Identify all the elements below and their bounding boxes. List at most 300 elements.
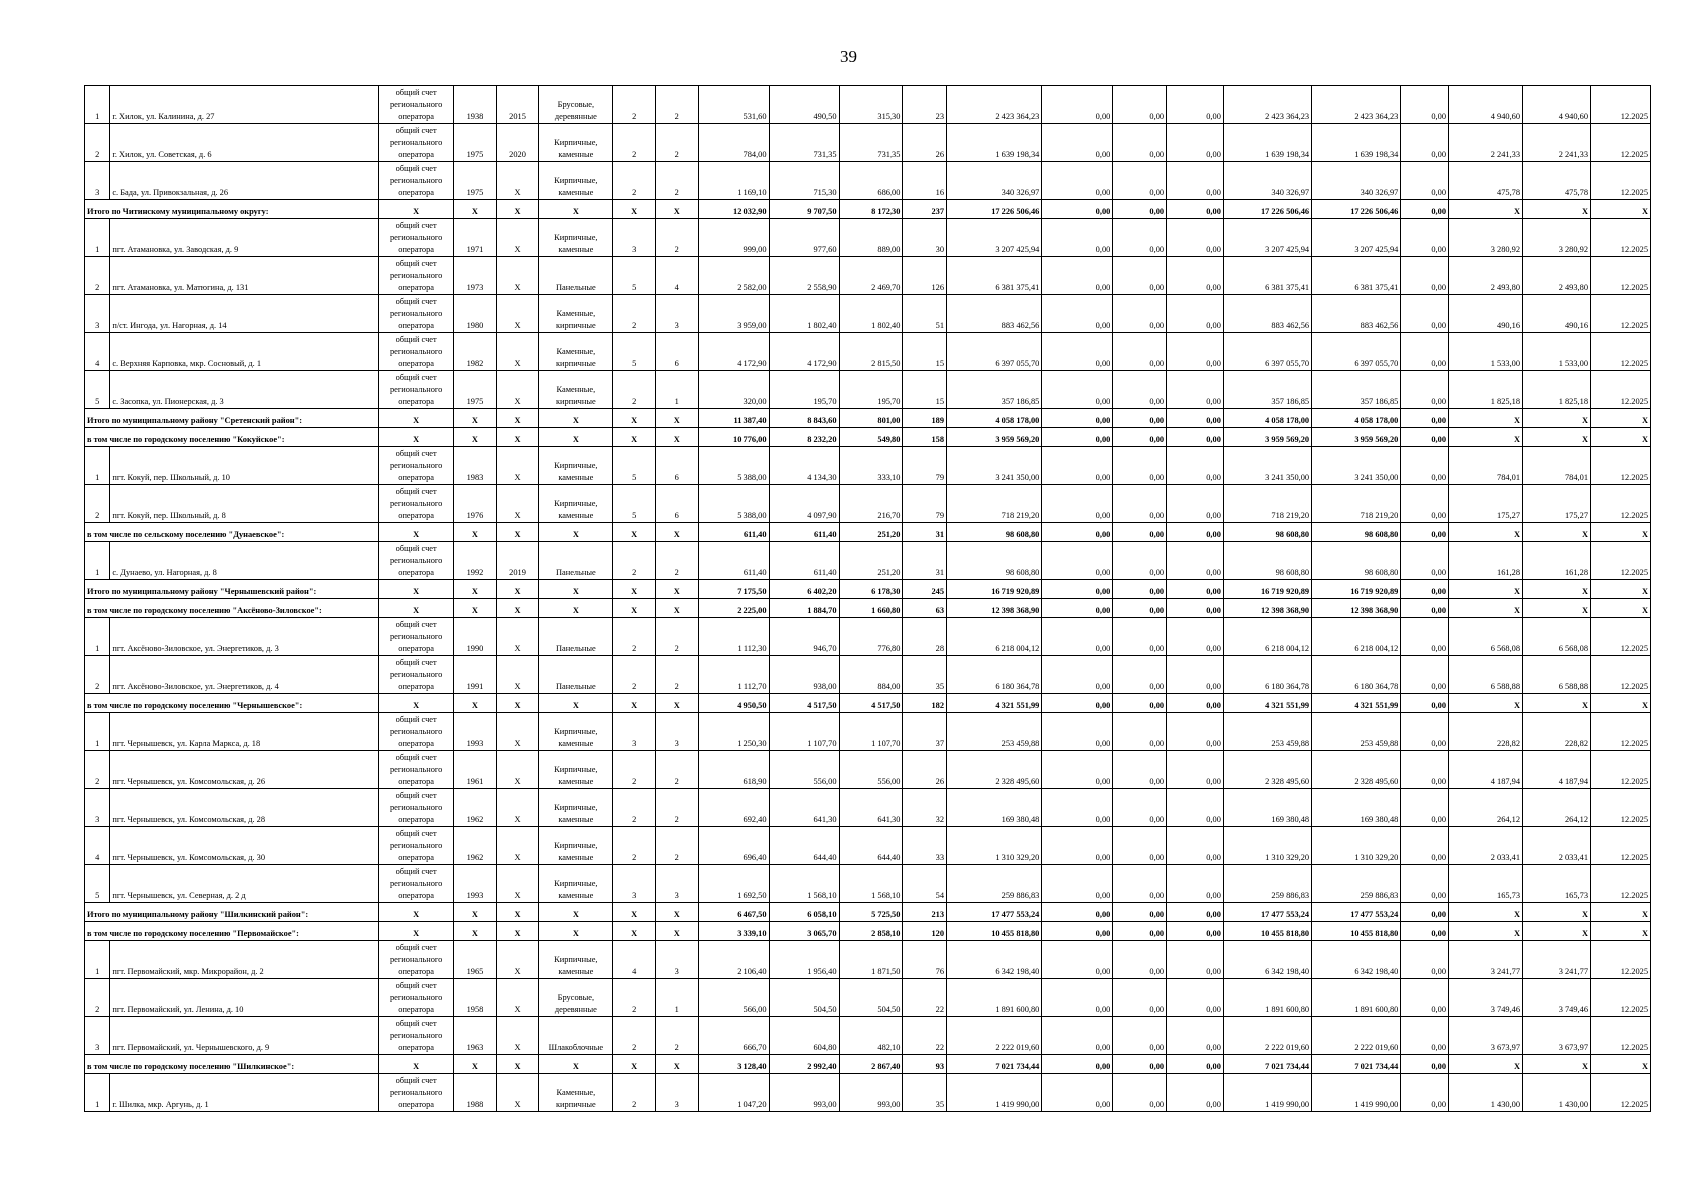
- cell-total-area: 2 582,00: [698, 257, 769, 295]
- cell-max-unit-cost: 490,16: [1523, 295, 1591, 333]
- cell-premises-area: 4 134,30: [769, 447, 839, 485]
- cell-deadline: 12.2025: [1591, 257, 1651, 295]
- cell-deadline: X: [1591, 523, 1651, 542]
- cell-group-name: в том числе по городскому поселению "Чернышевское":: [85, 694, 379, 713]
- cell-owner-funds: 6 397 055,70: [1223, 333, 1311, 371]
- building-row: [85, 485, 1651, 523]
- cell-local-funds: 0,00: [1167, 979, 1224, 1017]
- cell-unit-cost: X: [1449, 409, 1523, 428]
- cell-other-funds: 0,00: [1401, 428, 1449, 447]
- cell-regional-funds: 0,00: [1113, 124, 1167, 162]
- cell-unit-cost: 3 280,92: [1449, 219, 1523, 257]
- cell-max-unit-cost: 228,82: [1523, 713, 1591, 751]
- cell-federal-funds: 0,00: [1042, 865, 1113, 903]
- cell-wall-material: X: [539, 523, 613, 542]
- cell-fund-method: X: [379, 903, 454, 922]
- cell-year-built: 1982: [454, 333, 497, 371]
- cell-row-number: 1: [85, 219, 110, 257]
- cell-year-last-repair: X: [496, 713, 539, 751]
- building-row: [85, 618, 1651, 656]
- cell-total-area: 692,40: [698, 789, 769, 827]
- cell-max-unit-cost: 264,12: [1523, 789, 1591, 827]
- register-body: [85, 86, 1651, 1112]
- cell-floors: 5: [613, 485, 656, 523]
- cell-residential-area: 251,20: [839, 523, 903, 542]
- cell-premises-area: 1 884,70: [769, 599, 839, 618]
- cell-total-cost: 2 328 495,60: [947, 751, 1042, 789]
- cell-floors: 2: [613, 86, 656, 124]
- cell-fund-method: X: [379, 428, 454, 447]
- cell-total-cost: 17 477 553,24: [947, 903, 1042, 922]
- cell-row-number: 2: [85, 485, 110, 523]
- cell-federal-funds: 0,00: [1042, 257, 1113, 295]
- cell-premises-area: 1 956,40: [769, 941, 839, 979]
- cell-deadline: X: [1591, 903, 1651, 922]
- cell-wall-material: X: [539, 1055, 613, 1074]
- cell-residential-area: 1 107,70: [839, 713, 903, 751]
- cell-total-area: 5 388,00: [698, 485, 769, 523]
- cell-wall-material: Каменные, кирпичные: [539, 1074, 613, 1112]
- cell-total-cost: 6 218 004,12: [947, 618, 1042, 656]
- cell-deadline: 12.2025: [1591, 941, 1651, 979]
- buildings-register-table: [84, 85, 1651, 1112]
- cell-wall-material: Кирпичные, каменные: [539, 713, 613, 751]
- cell-premises-area: 946,70: [769, 618, 839, 656]
- cell-owner-funds: 4 058 178,00: [1223, 409, 1311, 428]
- cell-year-last-repair: X: [496, 257, 539, 295]
- cell-wall-material: X: [539, 200, 613, 219]
- cell-year-built: 1962: [454, 827, 497, 865]
- cell-wall-material: Кирпичные, каменные: [539, 124, 613, 162]
- cell-floors: 2: [613, 789, 656, 827]
- cell-wall-material: X: [539, 922, 613, 941]
- cell-total-cost: 16 719 920,89: [947, 580, 1042, 599]
- cell-row-number: 4: [85, 333, 110, 371]
- cell-unit-cost: X: [1449, 580, 1523, 599]
- cell-other-funds: 0,00: [1401, 694, 1449, 713]
- cell-max-unit-cost: X: [1523, 1055, 1591, 1074]
- cell-local-funds: 0,00: [1167, 903, 1224, 922]
- cell-year-built: X: [454, 903, 497, 922]
- cell-group-name: Итого по муниципальному району "Чернышевский район":: [85, 580, 379, 599]
- cell-wall-material: X: [539, 428, 613, 447]
- cell-entrances: X: [655, 523, 698, 542]
- cell-local-funds: 0,00: [1167, 447, 1224, 485]
- cell-year-last-repair: X: [496, 941, 539, 979]
- cell-owner-funds: 17 477 553,24: [1223, 903, 1311, 922]
- cell-residents: 22: [903, 1017, 947, 1055]
- cell-fund-method: X: [379, 922, 454, 941]
- cell-max-unit-cost: 4 940,60: [1523, 86, 1591, 124]
- cell-federal-funds: 0,00: [1042, 827, 1113, 865]
- cell-max-unit-cost: X: [1523, 922, 1591, 941]
- cell-deadline: 12.2025: [1591, 789, 1651, 827]
- cell-total-cost: 6 381 375,41: [947, 257, 1042, 295]
- cell-local-funds: 0,00: [1167, 713, 1224, 751]
- cell-deadline: X: [1591, 694, 1651, 713]
- cell-max-unit-cost: 6 568,08: [1523, 618, 1591, 656]
- building-row: [85, 1074, 1651, 1112]
- cell-premises-area: 1 568,10: [769, 865, 839, 903]
- cell-owner-funds: 17 226 506,46: [1223, 200, 1311, 219]
- cell-total-cost: 1 310 329,20: [947, 827, 1042, 865]
- cell-row-number: 1: [85, 941, 110, 979]
- building-row: [85, 295, 1651, 333]
- cell-year-built: 1992: [454, 542, 497, 580]
- cell-address: г. Хилок, ул. Калинина, д. 27: [110, 86, 379, 124]
- cell-residential-area: 1 660,80: [839, 599, 903, 618]
- cell-other-funds: 0,00: [1401, 580, 1449, 599]
- cell-residential-area: 482,10: [839, 1017, 903, 1055]
- cell-federal-funds: 0,00: [1042, 979, 1113, 1017]
- cell-other-funds: 0,00: [1401, 295, 1449, 333]
- subtotal-row: [85, 1055, 1651, 1074]
- cell-year-built: X: [454, 580, 497, 599]
- cell-owner-funds: 340 326,97: [1223, 162, 1311, 200]
- cell-residential-area: 4 517,50: [839, 694, 903, 713]
- cell-row-number: 1: [85, 713, 110, 751]
- cell-owner-funds-subtotal: 6 397 055,70: [1312, 333, 1401, 371]
- cell-group-name: в том числе по городскому поселению "Первомайское":: [85, 922, 379, 941]
- cell-max-unit-cost: X: [1523, 428, 1591, 447]
- cell-premises-area: 6 402,20: [769, 580, 839, 599]
- cell-residential-area: 889,00: [839, 219, 903, 257]
- cell-year-built: X: [454, 523, 497, 542]
- cell-owner-funds-subtotal: 17 477 553,24: [1312, 903, 1401, 922]
- cell-federal-funds: 0,00: [1042, 86, 1113, 124]
- cell-residents: 30: [903, 219, 947, 257]
- cell-wall-material: Кирпичные, каменные: [539, 789, 613, 827]
- cell-regional-funds: 0,00: [1113, 447, 1167, 485]
- cell-entrances: X: [655, 409, 698, 428]
- cell-federal-funds: 0,00: [1042, 618, 1113, 656]
- cell-residents: 22: [903, 979, 947, 1017]
- cell-entrances: 3: [655, 1074, 698, 1112]
- cell-owner-funds: 1 419 990,00: [1223, 1074, 1311, 1112]
- cell-max-unit-cost: 3 280,92: [1523, 219, 1591, 257]
- cell-entrances: 2: [655, 656, 698, 694]
- cell-floors: 3: [613, 865, 656, 903]
- cell-local-funds: 0,00: [1167, 219, 1224, 257]
- cell-other-funds: 0,00: [1401, 86, 1449, 124]
- cell-group-name: в том числе по городскому поселению "Кокуйское":: [85, 428, 379, 447]
- cell-floors: 2: [613, 656, 656, 694]
- cell-max-unit-cost: 2 241,33: [1523, 124, 1591, 162]
- cell-other-funds: 0,00: [1401, 941, 1449, 979]
- cell-year-last-repair: X: [496, 694, 539, 713]
- cell-address: с. Дунаево, ул. Нагорная, д. 8: [110, 542, 379, 580]
- cell-total-area: 1 692,50: [698, 865, 769, 903]
- cell-max-unit-cost: 475,78: [1523, 162, 1591, 200]
- cell-owner-funds-subtotal: 1 310 329,20: [1312, 827, 1401, 865]
- cell-federal-funds: 0,00: [1042, 523, 1113, 542]
- cell-deadline: 12.2025: [1591, 1017, 1651, 1055]
- cell-floors: 2: [613, 1074, 656, 1112]
- cell-federal-funds: 0,00: [1042, 333, 1113, 371]
- cell-wall-material: Кирпичные, каменные: [539, 219, 613, 257]
- cell-floors: 2: [613, 124, 656, 162]
- cell-owner-funds-subtotal: 2 423 364,23: [1312, 86, 1401, 124]
- cell-address: г. Хилок, ул. Советская, д. 6: [110, 124, 379, 162]
- cell-row-number: 2: [85, 257, 110, 295]
- cell-residents: 54: [903, 865, 947, 903]
- cell-unit-cost: 175,27: [1449, 485, 1523, 523]
- cell-deadline: 12.2025: [1591, 865, 1651, 903]
- cell-row-number: 1: [85, 1074, 110, 1112]
- cell-residents: 76: [903, 941, 947, 979]
- cell-year-built: X: [454, 922, 497, 941]
- cell-deadline: X: [1591, 409, 1651, 428]
- cell-regional-funds: 0,00: [1113, 219, 1167, 257]
- cell-row-number: 2: [85, 656, 110, 694]
- cell-federal-funds: 0,00: [1042, 580, 1113, 599]
- cell-other-funds: 0,00: [1401, 124, 1449, 162]
- cell-year-last-repair: X: [496, 428, 539, 447]
- cell-max-unit-cost: 1 825,18: [1523, 371, 1591, 409]
- cell-row-number: 5: [85, 371, 110, 409]
- cell-fund-method: X: [379, 200, 454, 219]
- cell-owner-funds-subtotal: 16 719 920,89: [1312, 580, 1401, 599]
- cell-residential-area: 2 858,10: [839, 922, 903, 941]
- cell-premises-area: 731,35: [769, 124, 839, 162]
- cell-regional-funds: 0,00: [1113, 1017, 1167, 1055]
- cell-floors: 2: [613, 751, 656, 789]
- cell-row-number: 1: [85, 86, 110, 124]
- cell-premises-area: 644,40: [769, 827, 839, 865]
- building-row: [85, 542, 1651, 580]
- subtotal-row: [85, 200, 1651, 219]
- cell-total-area: 4 950,50: [698, 694, 769, 713]
- cell-fund-method: X: [379, 694, 454, 713]
- cell-residential-area: 884,00: [839, 656, 903, 694]
- cell-entrances: X: [655, 580, 698, 599]
- cell-unit-cost: 161,28: [1449, 542, 1523, 580]
- cell-local-funds: 0,00: [1167, 618, 1224, 656]
- cell-year-built: 1973: [454, 257, 497, 295]
- cell-wall-material: Брусовые, деревянные: [539, 979, 613, 1017]
- building-row: [85, 333, 1651, 371]
- cell-federal-funds: 0,00: [1042, 656, 1113, 694]
- cell-other-funds: 0,00: [1401, 219, 1449, 257]
- cell-address: пгт. Первомайский, ул. Ленина, д. 10: [110, 979, 379, 1017]
- cell-local-funds: 0,00: [1167, 371, 1224, 409]
- cell-local-funds: 0,00: [1167, 86, 1224, 124]
- cell-fund-method: общий счет регионального оператора: [379, 865, 454, 903]
- cell-owner-funds: 253 459,88: [1223, 713, 1311, 751]
- cell-unit-cost: 2 033,41: [1449, 827, 1523, 865]
- cell-deadline: X: [1591, 922, 1651, 941]
- cell-unit-cost: 3 749,46: [1449, 979, 1523, 1017]
- cell-year-built: 1991: [454, 656, 497, 694]
- cell-group-name: в том числе по городскому поселению "Аксёново-Зиловское":: [85, 599, 379, 618]
- cell-total-area: 618,90: [698, 751, 769, 789]
- cell-owner-funds: 169 380,48: [1223, 789, 1311, 827]
- cell-deadline: X: [1591, 200, 1651, 219]
- cell-year-built: 1938: [454, 86, 497, 124]
- cell-total-area: 11 387,40: [698, 409, 769, 428]
- cell-other-funds: 0,00: [1401, 618, 1449, 656]
- cell-residents: 26: [903, 751, 947, 789]
- cell-floors: 2: [613, 162, 656, 200]
- cell-year-built: 1990: [454, 618, 497, 656]
- cell-owner-funds: 1 310 329,20: [1223, 827, 1311, 865]
- cell-entrances: 6: [655, 485, 698, 523]
- cell-residents: 35: [903, 656, 947, 694]
- cell-residents: 213: [903, 903, 947, 922]
- cell-floors: 5: [613, 257, 656, 295]
- cell-fund-method: общий счет регионального оператора: [379, 485, 454, 523]
- cell-fund-method: общий счет регионального оператора: [379, 86, 454, 124]
- cell-residents: 63: [903, 599, 947, 618]
- cell-federal-funds: 0,00: [1042, 124, 1113, 162]
- subtotal-row: [85, 599, 1651, 618]
- cell-entrances: 2: [655, 1017, 698, 1055]
- cell-total-cost: 2 423 364,23: [947, 86, 1042, 124]
- cell-owner-funds-subtotal: 259 886,83: [1312, 865, 1401, 903]
- cell-year-built: 1965: [454, 941, 497, 979]
- cell-other-funds: 0,00: [1401, 599, 1449, 618]
- cell-federal-funds: 0,00: [1042, 295, 1113, 333]
- cell-total-cost: 253 459,88: [947, 713, 1042, 751]
- cell-residential-area: 5 725,50: [839, 903, 903, 922]
- cell-local-funds: 0,00: [1167, 656, 1224, 694]
- cell-premises-area: 2 558,90: [769, 257, 839, 295]
- cell-premises-area: 3 065,70: [769, 922, 839, 941]
- cell-residents: 182: [903, 694, 947, 713]
- cell-entrances: 3: [655, 941, 698, 979]
- cell-address: пгт. Чернышевск, ул. Северная, д. 2 д: [110, 865, 379, 903]
- building-row: [85, 219, 1651, 257]
- cell-owner-funds-subtotal: 3 241 350,00: [1312, 447, 1401, 485]
- subtotal-row: [85, 903, 1651, 922]
- cell-year-built: 1993: [454, 713, 497, 751]
- cell-premises-area: 611,40: [769, 523, 839, 542]
- cell-federal-funds: 0,00: [1042, 162, 1113, 200]
- cell-year-built: 1975: [454, 371, 497, 409]
- cell-premises-area: 993,00: [769, 1074, 839, 1112]
- cell-local-funds: 0,00: [1167, 1017, 1224, 1055]
- cell-local-funds: 0,00: [1167, 200, 1224, 219]
- cell-year-built: 1958: [454, 979, 497, 1017]
- cell-federal-funds: 0,00: [1042, 599, 1113, 618]
- cell-regional-funds: 0,00: [1113, 523, 1167, 542]
- cell-floors: X: [613, 523, 656, 542]
- cell-residential-area: 641,30: [839, 789, 903, 827]
- cell-max-unit-cost: 784,01: [1523, 447, 1591, 485]
- cell-owner-funds-subtotal: 340 326,97: [1312, 162, 1401, 200]
- cell-total-area: 531,60: [698, 86, 769, 124]
- cell-total-cost: 3 207 425,94: [947, 219, 1042, 257]
- cell-owner-funds: 1 639 198,34: [1223, 124, 1311, 162]
- cell-fund-method: общий счет регионального оператора: [379, 162, 454, 200]
- cell-other-funds: 0,00: [1401, 523, 1449, 542]
- cell-total-area: 5 388,00: [698, 447, 769, 485]
- cell-residential-area: 216,70: [839, 485, 903, 523]
- cell-row-number: 3: [85, 1017, 110, 1055]
- cell-federal-funds: 0,00: [1042, 922, 1113, 941]
- cell-unit-cost: 1 430,00: [1449, 1074, 1523, 1112]
- cell-residential-area: 686,00: [839, 162, 903, 200]
- cell-address: пгт. Первомайский, ул. Чернышевского, д. 9: [110, 1017, 379, 1055]
- cell-federal-funds: 0,00: [1042, 371, 1113, 409]
- cell-deadline: 12.2025: [1591, 162, 1651, 200]
- cell-entrances: 1: [655, 979, 698, 1017]
- cell-unit-cost: X: [1449, 694, 1523, 713]
- cell-federal-funds: 0,00: [1042, 1074, 1113, 1112]
- cell-owner-funds: 718 219,20: [1223, 485, 1311, 523]
- cell-max-unit-cost: 6 588,88: [1523, 656, 1591, 694]
- cell-wall-material: X: [539, 903, 613, 922]
- cell-address: пгт. Атамановка, ул. Заводская, д. 9: [110, 219, 379, 257]
- cell-local-funds: 0,00: [1167, 523, 1224, 542]
- cell-total-cost: 883 462,56: [947, 295, 1042, 333]
- cell-unit-cost: X: [1449, 200, 1523, 219]
- cell-other-funds: 0,00: [1401, 542, 1449, 580]
- cell-year-last-repair: X: [496, 162, 539, 200]
- cell-regional-funds: 0,00: [1113, 428, 1167, 447]
- cell-residential-area: 195,70: [839, 371, 903, 409]
- cell-total-area: 6 467,50: [698, 903, 769, 922]
- cell-entrances: 2: [655, 827, 698, 865]
- cell-residential-area: 1 871,50: [839, 941, 903, 979]
- cell-other-funds: 0,00: [1401, 162, 1449, 200]
- cell-owner-funds: 883 462,56: [1223, 295, 1311, 333]
- cell-max-unit-cost: 3 673,97: [1523, 1017, 1591, 1055]
- cell-fund-method: общий счет регионального оператора: [379, 1074, 454, 1112]
- cell-regional-funds: 0,00: [1113, 333, 1167, 371]
- cell-total-cost: 169 380,48: [947, 789, 1042, 827]
- cell-owner-funds-subtotal: 6 381 375,41: [1312, 257, 1401, 295]
- cell-unit-cost: 4 940,60: [1449, 86, 1523, 124]
- cell-total-cost: 17 226 506,46: [947, 200, 1042, 219]
- cell-regional-funds: 0,00: [1113, 485, 1167, 523]
- cell-total-cost: 3 959 569,20: [947, 428, 1042, 447]
- cell-residential-area: 6 178,30: [839, 580, 903, 599]
- cell-year-last-repair: X: [496, 865, 539, 903]
- cell-premises-area: 6 058,10: [769, 903, 839, 922]
- cell-unit-cost: X: [1449, 922, 1523, 941]
- cell-regional-funds: 0,00: [1113, 903, 1167, 922]
- cell-deadline: 12.2025: [1591, 713, 1651, 751]
- cell-residential-area: 1 568,10: [839, 865, 903, 903]
- cell-wall-material: X: [539, 599, 613, 618]
- building-row: [85, 1017, 1651, 1055]
- cell-total-cost: 6 397 055,70: [947, 333, 1042, 371]
- cell-local-funds: 0,00: [1167, 580, 1224, 599]
- cell-unit-cost: 2 241,33: [1449, 124, 1523, 162]
- cell-unit-cost: X: [1449, 599, 1523, 618]
- cell-federal-funds: 0,00: [1042, 789, 1113, 827]
- cell-other-funds: 0,00: [1401, 751, 1449, 789]
- cell-premises-area: 977,60: [769, 219, 839, 257]
- cell-deadline: X: [1591, 599, 1651, 618]
- cell-owner-funds: 10 455 818,80: [1223, 922, 1311, 941]
- cell-unit-cost: 165,73: [1449, 865, 1523, 903]
- cell-local-funds: 0,00: [1167, 485, 1224, 523]
- cell-wall-material: Панельные: [539, 656, 613, 694]
- cell-address: пгт. Первомайский, мкр. Микрорайон, д. 2: [110, 941, 379, 979]
- cell-other-funds: 0,00: [1401, 656, 1449, 694]
- building-row: [85, 257, 1651, 295]
- cell-federal-funds: 0,00: [1042, 409, 1113, 428]
- cell-wall-material: Панельные: [539, 542, 613, 580]
- cell-premises-area: 490,50: [769, 86, 839, 124]
- cell-residents: 26: [903, 124, 947, 162]
- cell-owner-funds-subtotal: 98 608,80: [1312, 523, 1401, 542]
- cell-max-unit-cost: 3 749,46: [1523, 979, 1591, 1017]
- cell-wall-material: X: [539, 694, 613, 713]
- cell-owner-funds-subtotal: 7 021 734,44: [1312, 1055, 1401, 1074]
